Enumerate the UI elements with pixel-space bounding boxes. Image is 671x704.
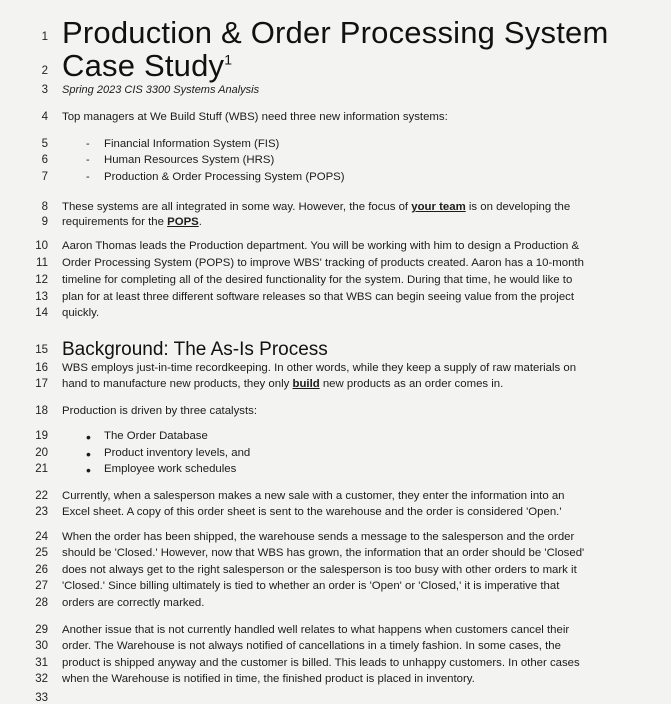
line-number: 6 [41,154,48,166]
section-heading: Background: The As-Is Process [62,339,328,360]
dash-marker: - [86,154,90,166]
paragraph-line: does not always get to the right salesperson or the salesperson is too busy with other orders to mark it [62,564,577,576]
line-number: 7 [41,171,48,183]
paragraph-line: plan for at least three different software releases so that WBS can begin seeing value from the project [62,291,575,303]
emphasis-your-team: your team [411,201,466,213]
paragraph-line: when the Warehouse is notified in time, the finished product is placed in inventory. [62,673,475,685]
paragraph-line: order. The Warehouse is not always notified of cancellations in a timely fashion. In some cases, the [62,640,561,652]
document-title: Production & Order Processing System [62,15,609,50]
line-number: 1 [41,31,48,43]
paragraph-line: Another issue that is not currently handled well relates to what happens when customers cancel their [62,624,570,636]
bullet-marker: • [86,446,91,462]
line-number: 27 [35,580,48,592]
emphasis-pops: POPS [167,216,199,228]
line-number: 33 [35,692,48,704]
intro-text: Top managers at We Build Stuff (WBS) need three new information systems: [62,111,448,123]
line-number: 29 [35,624,48,636]
paragraph-line: WBS employs just-in-time recordkeeping. In other words, while they keep a supply of raw materials on [62,362,577,374]
line-number: 23 [35,506,48,518]
line-number: 12 [35,274,48,286]
line-number: 24 [35,531,48,543]
list-item: Financial Information System (FIS) [104,138,280,150]
paragraph-line: timeline for completing all of the desired functionality for the system. During that time, he would like to [62,274,573,286]
document-title-line2 [62,48,232,84]
paragraph-line: Currently, when a salesperson makes a new sale with a customer, they enter the information into an [62,490,565,502]
paragraph-line: should be 'Closed.' However, now that WBS has grown, the information that an order should be 'Closed' [62,547,585,559]
line-number: 28 [35,597,48,609]
paragraph-line: 'Closed.' Since billing ultimately is tied to whether an order is 'Open' or 'Closed,' it is imperative that [62,580,560,592]
line-number: 17 [35,378,48,390]
list-item: Production & Order Processing System (POPS) [104,171,345,183]
line-number: 15 [35,344,48,356]
paragraph-line: hand to manufacture new products, they only build new products as an order comes in. [62,378,504,390]
paragraph-line: Production is driven by three catalysts: [62,405,257,417]
line-number: 20 [35,447,48,459]
line-number: 14 [35,307,48,319]
line-number: 8 [41,201,48,213]
list-item: Human Resources System (HRS) [104,154,275,166]
line-number: 9 [41,216,48,228]
line-number: 26 [35,564,48,576]
line-number: 2 [41,65,48,77]
footnote-marker[interactable]: 1 [224,51,233,68]
paragraph-line: product is shipped anyway and the customer is billed. This leads to unhappy customers. In other cases [62,657,580,669]
paragraph-line: These systems are all integrated in some way. However, the focus of your team is on developing the [62,201,571,213]
line-number: 4 [41,111,48,123]
paragraph-line: When the order has been shipped, the warehouse sends a message to the salesperson and the order [62,531,575,543]
list-item: Employee work schedules [104,463,237,475]
line-number: 32 [35,673,48,685]
line-number: 3 [41,84,48,96]
paragraph-line: Order Processing System (POPS) to improve WBS' tracking of products created. Aaron has a 10-month [62,257,584,269]
paragraph-line: Excel sheet. A copy of this order sheet is sent to the warehouse and the order is considered 'Open.' [62,506,562,518]
paragraph-line: Aaron Thomas leads the Production department. You will be working with him to design a Production & [62,240,580,252]
line-number: 16 [35,362,48,374]
paragraph-line: quickly. [62,307,100,319]
title-text: Case Study [62,48,225,83]
line-number: 31 [35,657,48,669]
dash-marker: - [86,138,90,150]
paragraph-line: orders are correctly marked. [62,597,205,609]
bullet-marker: • [86,462,91,478]
line-number: 21 [35,463,48,475]
line-number: 19 [35,430,48,442]
line-number: 13 [35,291,48,303]
dash-marker: - [86,171,90,183]
line-number: 25 [35,547,48,559]
line-number: 11 [36,257,48,269]
emphasis-build: build [292,378,320,390]
line-number: 5 [41,138,48,150]
list-item: The Order Database [104,430,208,442]
line-number: 18 [35,405,48,417]
bullet-marker: • [86,429,91,445]
document-subtitle: Spring 2023 CIS 3300 Systems Analysis [62,84,260,96]
line-number: 30 [35,640,48,652]
line-number: 22 [35,490,48,502]
paragraph-line: requirements for the POPS. [62,216,202,228]
list-item: Product inventory levels, and [104,447,251,459]
line-number: 10 [35,240,48,252]
